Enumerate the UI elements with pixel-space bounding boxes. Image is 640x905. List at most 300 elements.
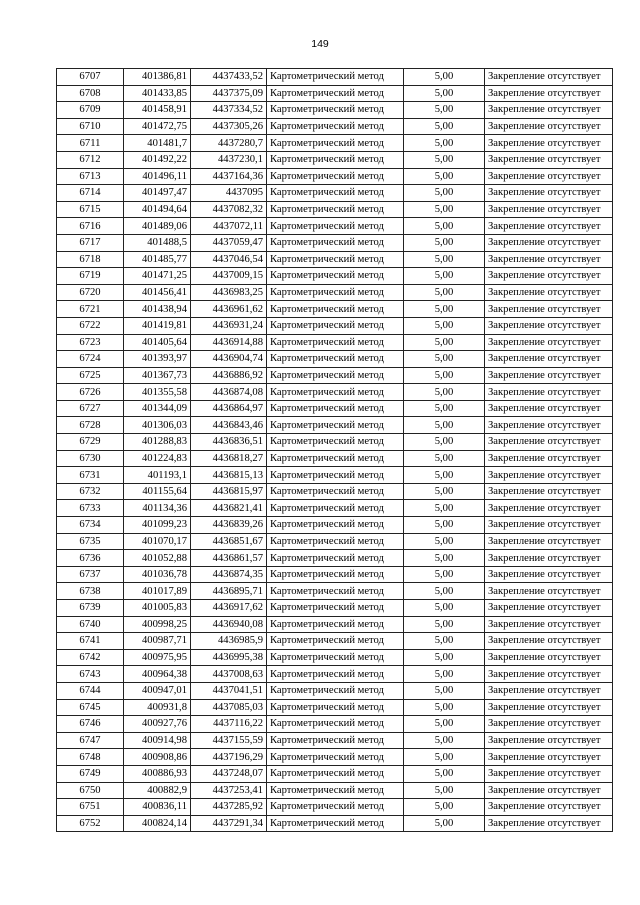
point-number-cell: 6739 xyxy=(57,600,124,617)
x-coordinate-cell: 400908,86 xyxy=(124,749,191,766)
point-number-cell: 6748 xyxy=(57,749,124,766)
method-cell: Картометрический метод xyxy=(267,467,404,484)
point-number-cell: 6720 xyxy=(57,284,124,301)
error-cell: 5,00 xyxy=(404,815,485,832)
point-number-cell: 6710 xyxy=(57,118,124,135)
y-coordinate-cell: 4436904,74 xyxy=(191,351,267,368)
method-cell: Картометрический метод xyxy=(267,301,404,318)
point-number-cell: 6743 xyxy=(57,666,124,683)
method-cell: Картометрический метод xyxy=(267,251,404,268)
fixation-cell: Закрепление отсутствует xyxy=(485,351,613,368)
table-row xyxy=(57,367,613,384)
table-row xyxy=(57,815,613,832)
y-coordinate-cell: 4436864,97 xyxy=(191,400,267,417)
fixation-cell: Закрепление отсутствует xyxy=(485,815,613,832)
y-coordinate-cell: 4437164,36 xyxy=(191,168,267,185)
table-row xyxy=(57,151,613,168)
table-row xyxy=(57,533,613,550)
point-number-cell: 6723 xyxy=(57,334,124,351)
table-row xyxy=(57,168,613,185)
method-cell: Картометрический метод xyxy=(267,69,404,86)
y-coordinate-cell: 4437116,22 xyxy=(191,716,267,733)
error-cell: 5,00 xyxy=(404,649,485,666)
error-cell: 5,00 xyxy=(404,135,485,152)
y-coordinate-cell: 4437095 xyxy=(191,185,267,202)
method-cell: Картометрический метод xyxy=(267,367,404,384)
table-row xyxy=(57,765,613,782)
point-number-cell: 6736 xyxy=(57,550,124,567)
method-cell: Картометрический метод xyxy=(267,765,404,782)
fixation-cell: Закрепление отсутствует xyxy=(485,384,613,401)
fixation-cell: Закрепление отсутствует xyxy=(485,600,613,617)
y-coordinate-cell: 4437285,92 xyxy=(191,799,267,816)
error-cell: 5,00 xyxy=(404,633,485,650)
table-row xyxy=(57,633,613,650)
error-cell: 5,00 xyxy=(404,201,485,218)
table-row xyxy=(57,85,613,102)
fixation-cell: Закрепление отсутствует xyxy=(485,765,613,782)
y-coordinate-cell: 4437085,03 xyxy=(191,699,267,716)
table-row xyxy=(57,682,613,699)
x-coordinate-cell: 401419,81 xyxy=(124,317,191,334)
point-number-cell: 6740 xyxy=(57,616,124,633)
y-coordinate-cell: 4437305,26 xyxy=(191,118,267,135)
fixation-cell: Закрепление отсутствует xyxy=(485,151,613,168)
y-coordinate-cell: 4437155,59 xyxy=(191,732,267,749)
method-cell: Картометрический метод xyxy=(267,317,404,334)
method-cell: Картометрический метод xyxy=(267,699,404,716)
point-number-cell: 6735 xyxy=(57,533,124,550)
y-coordinate-cell: 4436861,57 xyxy=(191,550,267,567)
fixation-cell: Закрепление отсутствует xyxy=(485,666,613,683)
error-cell: 5,00 xyxy=(404,434,485,451)
error-cell: 5,00 xyxy=(404,351,485,368)
page-number: 149 xyxy=(311,38,329,50)
fixation-cell: Закрепление отсутствует xyxy=(485,367,613,384)
table-row xyxy=(57,616,613,633)
method-cell: Картометрический метод xyxy=(267,85,404,102)
table-row xyxy=(57,317,613,334)
x-coordinate-cell: 401355,58 xyxy=(124,384,191,401)
point-number-cell: 6745 xyxy=(57,699,124,716)
error-cell: 5,00 xyxy=(404,234,485,251)
point-number-cell: 6707 xyxy=(57,69,124,86)
method-cell: Картометрический метод xyxy=(267,500,404,517)
point-number-cell: 6751 xyxy=(57,799,124,816)
point-number-cell: 6731 xyxy=(57,467,124,484)
method-cell: Картометрический метод xyxy=(267,633,404,650)
x-coordinate-cell: 400931,8 xyxy=(124,699,191,716)
x-coordinate-cell: 401492,22 xyxy=(124,151,191,168)
x-coordinate-cell: 401052,88 xyxy=(124,550,191,567)
x-coordinate-cell: 401017,89 xyxy=(124,583,191,600)
y-coordinate-cell: 4437334,52 xyxy=(191,102,267,119)
error-cell: 5,00 xyxy=(404,716,485,733)
y-coordinate-cell: 4436874,08 xyxy=(191,384,267,401)
table-row xyxy=(57,434,613,451)
y-coordinate-cell: 4437046,54 xyxy=(191,251,267,268)
method-cell: Картометрический метод xyxy=(267,268,404,285)
fixation-cell: Закрепление отсутствует xyxy=(485,782,613,799)
y-coordinate-cell: 4436940,08 xyxy=(191,616,267,633)
point-number-cell: 6726 xyxy=(57,384,124,401)
table-row xyxy=(57,716,613,733)
table-row xyxy=(57,400,613,417)
table-row xyxy=(57,517,613,534)
x-coordinate-cell: 401405,64 xyxy=(124,334,191,351)
x-coordinate-cell: 400998,25 xyxy=(124,616,191,633)
point-number-cell: 6712 xyxy=(57,151,124,168)
error-cell: 5,00 xyxy=(404,500,485,517)
error-cell: 5,00 xyxy=(404,168,485,185)
fixation-cell: Закрепление отсутствует xyxy=(485,434,613,451)
table-row xyxy=(57,384,613,401)
y-coordinate-cell: 4437009,15 xyxy=(191,268,267,285)
x-coordinate-cell: 401393,97 xyxy=(124,351,191,368)
fixation-cell: Закрепление отсутствует xyxy=(485,649,613,666)
method-cell: Картометрический метод xyxy=(267,135,404,152)
point-number-cell: 6744 xyxy=(57,682,124,699)
x-coordinate-cell: 400836,11 xyxy=(124,799,191,816)
fixation-cell: Закрепление отсутствует xyxy=(485,268,613,285)
fixation-cell: Закрепление отсутствует xyxy=(485,417,613,434)
x-coordinate-cell: 401193,1 xyxy=(124,467,191,484)
fixation-cell: Закрепление отсутствует xyxy=(485,301,613,318)
error-cell: 5,00 xyxy=(404,517,485,534)
y-coordinate-cell: 4437059,47 xyxy=(191,234,267,251)
y-coordinate-cell: 4437248,07 xyxy=(191,765,267,782)
error-cell: 5,00 xyxy=(404,732,485,749)
error-cell: 5,00 xyxy=(404,284,485,301)
x-coordinate-cell: 401472,75 xyxy=(124,118,191,135)
table-row xyxy=(57,102,613,119)
table-row xyxy=(57,566,613,583)
x-coordinate-cell: 401471,25 xyxy=(124,268,191,285)
fixation-cell: Закрепление отсутствует xyxy=(485,234,613,251)
x-coordinate-cell: 401458,91 xyxy=(124,102,191,119)
fixation-cell: Закрепление отсутствует xyxy=(485,799,613,816)
fixation-cell: Закрепление отсутствует xyxy=(485,732,613,749)
coordinates-table xyxy=(56,68,613,832)
y-coordinate-cell: 4437291,34 xyxy=(191,815,267,832)
fixation-cell: Закрепление отсутствует xyxy=(485,85,613,102)
error-cell: 5,00 xyxy=(404,550,485,567)
table-row xyxy=(57,69,613,86)
y-coordinate-cell: 4436917,62 xyxy=(191,600,267,617)
fixation-cell: Закрепление отсутствует xyxy=(485,517,613,534)
point-number-cell: 6747 xyxy=(57,732,124,749)
method-cell: Картометрический метод xyxy=(267,815,404,832)
table-row xyxy=(57,649,613,666)
y-coordinate-cell: 4437072,11 xyxy=(191,218,267,235)
table-row xyxy=(57,268,613,285)
y-coordinate-cell: 4436818,27 xyxy=(191,450,267,467)
method-cell: Картометрический метод xyxy=(267,151,404,168)
table-row xyxy=(57,467,613,484)
method-cell: Картометрический метод xyxy=(267,351,404,368)
x-coordinate-cell: 401481,7 xyxy=(124,135,191,152)
fixation-cell: Закрепление отсутствует xyxy=(485,102,613,119)
x-coordinate-cell: 401306,03 xyxy=(124,417,191,434)
x-coordinate-cell: 401456,41 xyxy=(124,284,191,301)
error-cell: 5,00 xyxy=(404,616,485,633)
table-row xyxy=(57,185,613,202)
point-number-cell: 6750 xyxy=(57,782,124,799)
x-coordinate-cell: 401288,83 xyxy=(124,434,191,451)
method-cell: Картометрический метод xyxy=(267,168,404,185)
x-coordinate-cell: 401036,78 xyxy=(124,566,191,583)
fixation-cell: Закрепление отсутствует xyxy=(485,550,613,567)
table-row xyxy=(57,749,613,766)
method-cell: Картометрический метод xyxy=(267,102,404,119)
y-coordinate-cell: 4436895,71 xyxy=(191,583,267,600)
table-row xyxy=(57,135,613,152)
table-row xyxy=(57,301,613,318)
table-row xyxy=(57,251,613,268)
method-cell: Картометрический метод xyxy=(267,583,404,600)
fixation-cell: Закрепление отсутствует xyxy=(485,118,613,135)
y-coordinate-cell: 4437375,09 xyxy=(191,85,267,102)
y-coordinate-cell: 4436815,13 xyxy=(191,467,267,484)
error-cell: 5,00 xyxy=(404,799,485,816)
x-coordinate-cell: 401494,64 xyxy=(124,201,191,218)
y-coordinate-cell: 4436985,9 xyxy=(191,633,267,650)
fixation-cell: Закрепление отсутствует xyxy=(485,450,613,467)
y-coordinate-cell: 4437008,63 xyxy=(191,666,267,683)
method-cell: Картометрический метод xyxy=(267,483,404,500)
point-number-cell: 6716 xyxy=(57,218,124,235)
table-row xyxy=(57,500,613,517)
point-number-cell: 6709 xyxy=(57,102,124,119)
point-number-cell: 6708 xyxy=(57,85,124,102)
fixation-cell: Закрепление отсутствует xyxy=(485,201,613,218)
x-coordinate-cell: 400927,76 xyxy=(124,716,191,733)
error-cell: 5,00 xyxy=(404,583,485,600)
point-number-cell: 6734 xyxy=(57,517,124,534)
point-number-cell: 6714 xyxy=(57,185,124,202)
x-coordinate-cell: 401070,17 xyxy=(124,533,191,550)
fixation-cell: Закрепление отсутствует xyxy=(485,566,613,583)
error-cell: 5,00 xyxy=(404,566,485,583)
method-cell: Картометрический метод xyxy=(267,799,404,816)
fixation-cell: Закрепление отсутствует xyxy=(485,317,613,334)
table-row xyxy=(57,600,613,617)
y-coordinate-cell: 4437253,41 xyxy=(191,782,267,799)
method-cell: Картометрический метод xyxy=(267,749,404,766)
fixation-cell: Закрепление отсутствует xyxy=(485,633,613,650)
error-cell: 5,00 xyxy=(404,218,485,235)
point-number-cell: 6713 xyxy=(57,168,124,185)
table-row xyxy=(57,218,613,235)
method-cell: Картометрический метод xyxy=(267,600,404,617)
method-cell: Картометрический метод xyxy=(267,218,404,235)
method-cell: Картометрический метод xyxy=(267,234,404,251)
fixation-cell: Закрепление отсутствует xyxy=(485,168,613,185)
error-cell: 5,00 xyxy=(404,450,485,467)
y-coordinate-cell: 4437041,51 xyxy=(191,682,267,699)
x-coordinate-cell: 401005,83 xyxy=(124,600,191,617)
method-cell: Картометрический метод xyxy=(267,384,404,401)
fixation-cell: Закрепление отсутствует xyxy=(485,400,613,417)
fixation-cell: Закрепление отсутствует xyxy=(485,284,613,301)
y-coordinate-cell: 4436886,92 xyxy=(191,367,267,384)
error-cell: 5,00 xyxy=(404,467,485,484)
point-number-cell: 6742 xyxy=(57,649,124,666)
error-cell: 5,00 xyxy=(404,682,485,699)
method-cell: Картометрический метод xyxy=(267,417,404,434)
x-coordinate-cell: 400882,9 xyxy=(124,782,191,799)
table-row xyxy=(57,234,613,251)
point-number-cell: 6733 xyxy=(57,500,124,517)
fixation-cell: Закрепление отсутствует xyxy=(485,483,613,500)
error-cell: 5,00 xyxy=(404,251,485,268)
error-cell: 5,00 xyxy=(404,102,485,119)
error-cell: 5,00 xyxy=(404,384,485,401)
fixation-cell: Закрепление отсутствует xyxy=(485,218,613,235)
table-row xyxy=(57,782,613,799)
error-cell: 5,00 xyxy=(404,533,485,550)
error-cell: 5,00 xyxy=(404,151,485,168)
table-row xyxy=(57,417,613,434)
method-cell: Картометрический метод xyxy=(267,616,404,633)
x-coordinate-cell: 400824,14 xyxy=(124,815,191,832)
table-row xyxy=(57,334,613,351)
fixation-cell: Закрепление отсутствует xyxy=(485,583,613,600)
y-coordinate-cell: 4436839,26 xyxy=(191,517,267,534)
x-coordinate-cell: 401099,23 xyxy=(124,517,191,534)
x-coordinate-cell: 400964,38 xyxy=(124,666,191,683)
y-coordinate-cell: 4436995,38 xyxy=(191,649,267,666)
method-cell: Картометрический метод xyxy=(267,566,404,583)
y-coordinate-cell: 4436815,97 xyxy=(191,483,267,500)
point-number-cell: 6717 xyxy=(57,234,124,251)
point-number-cell: 6727 xyxy=(57,400,124,417)
method-cell: Картометрический метод xyxy=(267,434,404,451)
table-row xyxy=(57,201,613,218)
x-coordinate-cell: 401433,85 xyxy=(124,85,191,102)
y-coordinate-cell: 4436931,24 xyxy=(191,317,267,334)
method-cell: Картометрический метод xyxy=(267,517,404,534)
x-coordinate-cell: 400914,98 xyxy=(124,732,191,749)
x-coordinate-cell: 401485,77 xyxy=(124,251,191,268)
table-row xyxy=(57,666,613,683)
table-row xyxy=(57,799,613,816)
x-coordinate-cell: 401367,73 xyxy=(124,367,191,384)
point-number-cell: 6732 xyxy=(57,483,124,500)
error-cell: 5,00 xyxy=(404,749,485,766)
fixation-cell: Закрепление отсутствует xyxy=(485,682,613,699)
error-cell: 5,00 xyxy=(404,85,485,102)
method-cell: Картометрический метод xyxy=(267,716,404,733)
fixation-cell: Закрепление отсутствует xyxy=(485,185,613,202)
error-cell: 5,00 xyxy=(404,699,485,716)
table-row xyxy=(57,732,613,749)
point-number-cell: 6746 xyxy=(57,716,124,733)
error-cell: 5,00 xyxy=(404,268,485,285)
point-number-cell: 6719 xyxy=(57,268,124,285)
point-number-cell: 6729 xyxy=(57,434,124,451)
method-cell: Картометрический метод xyxy=(267,533,404,550)
x-coordinate-cell: 400987,71 xyxy=(124,633,191,650)
point-number-cell: 6715 xyxy=(57,201,124,218)
table-row xyxy=(57,483,613,500)
method-cell: Картометрический метод xyxy=(267,450,404,467)
y-coordinate-cell: 4436851,67 xyxy=(191,533,267,550)
x-coordinate-cell: 400886,93 xyxy=(124,765,191,782)
error-cell: 5,00 xyxy=(404,185,485,202)
table-row xyxy=(57,284,613,301)
method-cell: Картометрический метод xyxy=(267,782,404,799)
y-coordinate-cell: 4437433,52 xyxy=(191,69,267,86)
error-cell: 5,00 xyxy=(404,317,485,334)
method-cell: Картометрический метод xyxy=(267,334,404,351)
method-cell: Картометрический метод xyxy=(267,666,404,683)
error-cell: 5,00 xyxy=(404,400,485,417)
y-coordinate-cell: 4437196,29 xyxy=(191,749,267,766)
error-cell: 5,00 xyxy=(404,367,485,384)
error-cell: 5,00 xyxy=(404,600,485,617)
y-coordinate-cell: 4436961,62 xyxy=(191,301,267,318)
error-cell: 5,00 xyxy=(404,417,485,434)
point-number-cell: 6711 xyxy=(57,135,124,152)
x-coordinate-cell: 401134,36 xyxy=(124,500,191,517)
fixation-cell: Закрепление отсутствует xyxy=(485,500,613,517)
x-coordinate-cell: 401155,64 xyxy=(124,483,191,500)
method-cell: Картометрический метод xyxy=(267,649,404,666)
method-cell: Картометрический метод xyxy=(267,201,404,218)
fixation-cell: Закрепление отсутствует xyxy=(485,467,613,484)
fixation-cell: Закрепление отсутствует xyxy=(485,533,613,550)
method-cell: Картометрический метод xyxy=(267,185,404,202)
point-number-cell: 6718 xyxy=(57,251,124,268)
x-coordinate-cell: 401224,83 xyxy=(124,450,191,467)
fixation-cell: Закрепление отсутствует xyxy=(485,251,613,268)
x-coordinate-cell: 401497,47 xyxy=(124,185,191,202)
error-cell: 5,00 xyxy=(404,118,485,135)
x-coordinate-cell: 401438,94 xyxy=(124,301,191,318)
table-row xyxy=(57,699,613,716)
fixation-cell: Закрепление отсутствует xyxy=(485,334,613,351)
y-coordinate-cell: 4436914,88 xyxy=(191,334,267,351)
point-number-cell: 6749 xyxy=(57,765,124,782)
y-coordinate-cell: 4436843,46 xyxy=(191,417,267,434)
error-cell: 5,00 xyxy=(404,69,485,86)
table-row xyxy=(57,450,613,467)
table-row xyxy=(57,550,613,567)
x-coordinate-cell: 401488,5 xyxy=(124,234,191,251)
x-coordinate-cell: 400947,01 xyxy=(124,682,191,699)
fixation-cell: Закрепление отсутствует xyxy=(485,716,613,733)
fixation-cell: Закрепление отсутствует xyxy=(485,616,613,633)
point-number-cell: 6730 xyxy=(57,450,124,467)
method-cell: Картометрический метод xyxy=(267,400,404,417)
y-coordinate-cell: 4436836,51 xyxy=(191,434,267,451)
y-coordinate-cell: 4437230,1 xyxy=(191,151,267,168)
fixation-cell: Закрепление отсутствует xyxy=(485,749,613,766)
fixation-cell: Закрепление отсутствует xyxy=(485,699,613,716)
x-coordinate-cell: 400975,95 xyxy=(124,649,191,666)
method-cell: Картометрический метод xyxy=(267,550,404,567)
error-cell: 5,00 xyxy=(404,301,485,318)
point-number-cell: 6738 xyxy=(57,583,124,600)
x-coordinate-cell: 401386,81 xyxy=(124,69,191,86)
x-coordinate-cell: 401489,06 xyxy=(124,218,191,235)
point-number-cell: 6752 xyxy=(57,815,124,832)
error-cell: 5,00 xyxy=(404,782,485,799)
error-cell: 5,00 xyxy=(404,334,485,351)
point-number-cell: 6722 xyxy=(57,317,124,334)
point-number-cell: 6728 xyxy=(57,417,124,434)
